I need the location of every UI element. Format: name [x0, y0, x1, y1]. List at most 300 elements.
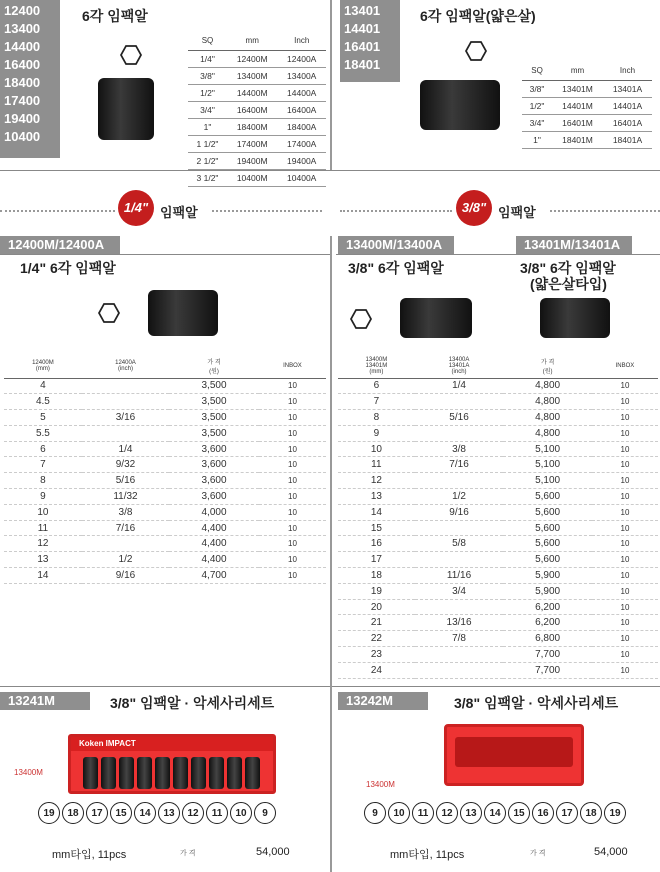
table-row: [188, 169, 326, 186]
top-right-title: 6각 임팩알(얇은살): [420, 8, 536, 24]
table-cell: 3/8": [522, 80, 552, 97]
table-row: [4, 441, 326, 457]
table-cell: 10: [592, 457, 658, 473]
table-cell: 10: [592, 568, 658, 584]
table-header: mm: [227, 32, 277, 50]
section-label-right: 임팩알: [498, 205, 536, 220]
socket-image: [83, 757, 98, 789]
table-cell: 11: [338, 457, 415, 473]
size-circle: 18: [62, 802, 84, 824]
table-cell: 5,600: [503, 552, 592, 568]
table-cell: 3,600: [169, 473, 259, 489]
table-row: [338, 662, 658, 678]
size-circle: 12: [436, 802, 458, 824]
table-cell: 14400A: [277, 84, 326, 101]
table-cell: 10: [592, 504, 658, 520]
table-row: [522, 114, 652, 131]
table-cell: 7/16: [82, 520, 169, 536]
table-cell: 6: [338, 378, 415, 394]
table-cell: 5,900: [503, 568, 592, 584]
set-right-case: [444, 724, 584, 786]
table-row: [188, 67, 326, 84]
table-cell: 5/16: [415, 410, 504, 426]
size-badge-quarter: 1/4": [118, 190, 154, 226]
table-cell: 14400M: [227, 84, 277, 101]
table-cell: 10: [259, 378, 326, 394]
table-cell: 13: [4, 552, 82, 568]
table-cell: 11/16: [415, 568, 504, 584]
product-code: 16401: [344, 39, 381, 54]
table-header: 12400M (mm): [4, 354, 82, 378]
size-circle: 13: [158, 802, 180, 824]
table-row: [338, 583, 658, 599]
table-cell: [415, 425, 504, 441]
table-cell: 5,600: [503, 489, 592, 505]
table-cell: 1": [188, 118, 227, 135]
set-right-code: 13242M: [338, 692, 428, 710]
table-cell: 6,200: [503, 615, 592, 631]
table-cell: 23: [338, 647, 415, 663]
table-row: [338, 615, 658, 631]
table-cell: 13401M: [552, 80, 603, 97]
product-code: 14400: [4, 39, 41, 54]
set-left-code: 13241M: [0, 692, 90, 710]
table-cell: 7/16: [415, 457, 504, 473]
table-cell: 3,600: [169, 457, 259, 473]
hexagon-icon: [465, 40, 487, 62]
table-row: [338, 410, 658, 426]
product-code: 17400: [4, 93, 41, 108]
set-left-title: 3/8" 임팩알 · 악세사리세트: [110, 695, 275, 711]
table-header: mm: [552, 62, 603, 80]
table-cell: 1/4": [188, 50, 227, 67]
product-code: 18400: [4, 75, 41, 90]
table-row: [522, 80, 652, 97]
table-cell: 12: [4, 536, 82, 552]
size-circle: 14: [484, 802, 506, 824]
table-cell: 1": [522, 131, 552, 148]
table-cell: 10: [592, 410, 658, 426]
table-row: [4, 425, 326, 441]
table-cell: 10: [592, 631, 658, 647]
table-cell: 18401A: [603, 131, 652, 148]
table-cell: 21: [338, 615, 415, 631]
table-row: [4, 489, 326, 505]
table-cell: 19400A: [277, 152, 326, 169]
socket-image: [420, 80, 500, 130]
table-cell: 1/4: [415, 378, 504, 394]
left-price-table: [4, 354, 326, 584]
table-cell: [415, 599, 504, 615]
table-cell: 4.5: [4, 394, 82, 410]
table-cell: 4: [4, 378, 82, 394]
table-cell: 9: [338, 425, 415, 441]
table-cell: 3,500: [169, 394, 259, 410]
socket-image: [245, 757, 260, 789]
table-header: INBOX: [592, 354, 658, 378]
table-cell: 4,800: [503, 394, 592, 410]
table-cell: 10: [338, 441, 415, 457]
table-row: [188, 50, 326, 67]
product-code: 16400: [4, 57, 41, 72]
table-cell: 11: [4, 520, 82, 536]
table-row: [4, 394, 326, 410]
table-cell: 6,800: [503, 631, 592, 647]
table-cell: 3/8": [188, 67, 227, 84]
size-circle: 13: [460, 802, 482, 824]
table-cell: [415, 394, 504, 410]
right-block-subtitle-2b: (얇은살타입): [530, 276, 607, 292]
table-row: [338, 599, 658, 615]
table-row: [338, 425, 658, 441]
size-circle: 19: [604, 802, 626, 824]
table-cell: [82, 536, 169, 552]
table-row: [188, 152, 326, 169]
table-row: [522, 131, 652, 148]
table-cell: 10: [592, 489, 658, 505]
table-cell: 10: [259, 536, 326, 552]
table-cell: 5/8: [415, 536, 504, 552]
table-cell: 14401A: [603, 97, 652, 114]
size-circle: 11: [412, 802, 434, 824]
table-cell: 10: [592, 552, 658, 568]
set-right-price-label: 가 격: [530, 850, 546, 857]
set-left-label: 13400M: [14, 768, 43, 777]
table-row: [188, 84, 326, 101]
socket-image: [101, 757, 116, 789]
table-cell: 3/4: [415, 583, 504, 599]
table-cell: 3/8: [415, 441, 504, 457]
set-right-type: mm타입, 11pcs: [390, 849, 465, 861]
table-cell: 4,800: [503, 378, 592, 394]
table-cell: 1/2: [415, 489, 504, 505]
table-cell: 7: [338, 394, 415, 410]
table-cell: 13400M: [227, 67, 277, 84]
table-cell: [415, 520, 504, 536]
table-cell: 10: [259, 552, 326, 568]
table-cell: 17: [338, 552, 415, 568]
socket-image: [148, 290, 218, 336]
table-row: [338, 536, 658, 552]
table-cell: 10: [259, 457, 326, 473]
table-cell: 17400A: [277, 135, 326, 152]
table-cell: 10: [592, 536, 658, 552]
right-block-bar-2: 13401M/13401A: [516, 236, 632, 254]
hexagon-icon: [350, 308, 372, 330]
table-cell: 24: [338, 662, 415, 678]
table-header: 13400A 13401A (inch): [415, 354, 504, 378]
table-row: [338, 473, 658, 489]
table-cell: [415, 473, 504, 489]
table-row: [4, 473, 326, 489]
set-left-price-label: 가 격: [180, 850, 196, 857]
table-cell: 5,600: [503, 536, 592, 552]
table-cell: 19: [338, 583, 415, 599]
table-cell: 7/8: [415, 631, 504, 647]
table-cell: 7,700: [503, 662, 592, 678]
table-cell: 10: [259, 394, 326, 410]
table-cell: [415, 662, 504, 678]
table-cell: 10: [592, 520, 658, 536]
table-header: Inch: [603, 62, 652, 80]
table-cell: 12: [338, 473, 415, 489]
socket-image: [119, 757, 134, 789]
table-cell: 10: [592, 473, 658, 489]
product-code: 12400: [4, 3, 41, 18]
product-code: 14401: [344, 21, 381, 36]
table-cell: 10: [259, 504, 326, 520]
size-circle: 14: [134, 802, 156, 824]
table-cell: 5,100: [503, 457, 592, 473]
table-header: 가 격 (원): [503, 354, 592, 378]
size-circle: 17: [86, 802, 108, 824]
table-cell: 10: [259, 425, 326, 441]
table-cell: 13400A: [277, 67, 326, 84]
set-right-size-row: [364, 802, 626, 824]
table-cell: 4,700: [169, 568, 259, 584]
table-cell: 5,600: [503, 520, 592, 536]
top-left-title: 6각 임팩알: [82, 8, 148, 24]
table-row: [338, 378, 658, 394]
table-cell: 10: [259, 568, 326, 584]
table-cell: 9/16: [82, 568, 169, 584]
table-header: INBOX: [259, 354, 326, 378]
size-circle: 18: [580, 802, 602, 824]
table-row: [338, 568, 658, 584]
top-left-spec-table: [188, 32, 326, 187]
table-cell: 10400A: [277, 169, 326, 186]
table-cell: [415, 552, 504, 568]
top-left-codes: [0, 0, 60, 158]
table-cell: 5: [4, 410, 82, 426]
table-row: [338, 489, 658, 505]
top-right-spec-table: [522, 62, 652, 149]
table-cell: 16401A: [603, 114, 652, 131]
socket-image: [400, 298, 472, 338]
size-circle: 12: [182, 802, 204, 824]
table-cell: 16400A: [277, 101, 326, 118]
table-cell: 3/16: [82, 410, 169, 426]
table-header: SQ: [188, 32, 227, 50]
table-cell: 1/2": [188, 84, 227, 101]
table-cell: 9: [4, 489, 82, 505]
size-circle: 16: [532, 802, 554, 824]
socket-image: [155, 757, 170, 789]
table-cell: 16401M: [552, 114, 603, 131]
left-block-bar: 12400M/12400A: [0, 236, 120, 254]
product-code: 13400: [4, 21, 41, 36]
table-cell: 1/2": [522, 97, 552, 114]
table-cell: 18400A: [277, 118, 326, 135]
product-code: 19400: [4, 111, 41, 126]
table-cell: 18: [338, 568, 415, 584]
set-right-label: 13400M: [366, 780, 395, 789]
table-cell: 14: [4, 568, 82, 584]
table-cell: 4,400: [169, 520, 259, 536]
socket-image: [98, 78, 154, 140]
table-cell: 3,500: [169, 425, 259, 441]
table-row: [4, 552, 326, 568]
table-cell: 5,600: [503, 504, 592, 520]
table-cell: 16: [338, 536, 415, 552]
table-cell: 5,100: [503, 441, 592, 457]
size-circle: 10: [388, 802, 410, 824]
table-cell: 10: [259, 410, 326, 426]
table-cell: 10: [592, 425, 658, 441]
table-cell: 4,800: [503, 410, 592, 426]
set-left-size-row: [38, 802, 276, 824]
table-cell: [82, 378, 169, 394]
table-cell: 5,900: [503, 583, 592, 599]
set-left-case: [68, 734, 276, 794]
table-cell: 18400M: [227, 118, 277, 135]
table-row: [4, 410, 326, 426]
left-block-subtitle: 1/4" 6각 임팩알: [20, 260, 116, 276]
table-cell: 5,100: [503, 473, 592, 489]
table-row: [188, 135, 326, 152]
table-row: [338, 394, 658, 410]
table-cell: 15: [338, 520, 415, 536]
table-cell: 10: [4, 504, 82, 520]
table-cell: 5/16: [82, 473, 169, 489]
table-cell: 3,600: [169, 489, 259, 505]
table-cell: 10: [259, 520, 326, 536]
socket-image: [137, 757, 152, 789]
table-cell: 10: [592, 599, 658, 615]
socket-image: [209, 757, 224, 789]
table-cell: 3/4": [522, 114, 552, 131]
set-right-price: 54,000: [594, 846, 628, 858]
table-row: [338, 441, 658, 457]
table-cell: 8: [338, 410, 415, 426]
table-row: [188, 118, 326, 135]
table-cell: 14: [338, 504, 415, 520]
table-row: [188, 101, 326, 118]
size-circle: 10: [230, 802, 252, 824]
table-cell: 10: [259, 489, 326, 505]
table-row: [338, 520, 658, 536]
table-cell: 6: [4, 441, 82, 457]
socket-image-thin: [540, 298, 610, 338]
table-cell: 1/4: [82, 441, 169, 457]
table-cell: 10: [592, 662, 658, 678]
table-cell: 22: [338, 631, 415, 647]
size-circle: 11: [206, 802, 228, 824]
table-header: 13400M 13401M (mm): [338, 354, 415, 378]
product-code: 10400: [4, 129, 41, 144]
socket-image: [191, 757, 206, 789]
size-circle: 9: [254, 802, 276, 824]
table-row: [338, 631, 658, 647]
table-cell: 13/16: [415, 615, 504, 631]
table-cell: 4,000: [169, 504, 259, 520]
table-cell: 17400M: [227, 135, 277, 152]
table-cell: 10400M: [227, 169, 277, 186]
table-cell: 1/2: [82, 552, 169, 568]
size-circle: 19: [38, 802, 60, 824]
table-row: [4, 457, 326, 473]
table-cell: 1 1/2": [188, 135, 227, 152]
table-cell: 3,500: [169, 378, 259, 394]
table-header: SQ: [522, 62, 552, 80]
table-cell: 14401M: [552, 97, 603, 114]
table-cell: 9/32: [82, 457, 169, 473]
set-right-title: 3/8" 임팩알 · 악세사리세트: [454, 695, 619, 711]
table-cell: 4,400: [169, 536, 259, 552]
table-cell: 4,400: [169, 552, 259, 568]
table-row: [338, 457, 658, 473]
hexagon-icon: [120, 44, 142, 66]
table-cell: 10: [592, 647, 658, 663]
size-badge-three-eighths: 3/8": [456, 190, 492, 226]
top-right-codes: [340, 0, 400, 82]
table-header: 12400A (inch): [82, 354, 169, 378]
table-row: [4, 568, 326, 584]
table-row: [4, 536, 326, 552]
table-cell: 6,200: [503, 599, 592, 615]
table-cell: 10: [592, 615, 658, 631]
table-row: [338, 504, 658, 520]
table-row: [338, 647, 658, 663]
table-cell: 19400M: [227, 152, 277, 169]
product-code: 18401: [344, 57, 381, 72]
table-cell: 11/32: [82, 489, 169, 505]
right-price-table: [338, 354, 658, 679]
table-cell: 10: [592, 394, 658, 410]
table-cell: 12400M: [227, 50, 277, 67]
table-cell: 3/4": [188, 101, 227, 118]
table-cell: 20: [338, 599, 415, 615]
table-cell: 3,600: [169, 441, 259, 457]
table-row: [4, 520, 326, 536]
size-circle: 15: [508, 802, 530, 824]
table-cell: 5.5: [4, 425, 82, 441]
table-cell: 10: [259, 441, 326, 457]
right-block-subtitle: 3/8" 6각 임팩알: [348, 260, 444, 276]
table-cell: [415, 647, 504, 663]
table-cell: [82, 425, 169, 441]
table-row: [4, 378, 326, 394]
table-cell: 10: [259, 473, 326, 489]
table-cell: 13: [338, 489, 415, 505]
set-left-type: mm타입, 11pcs: [52, 849, 127, 861]
table-cell: [82, 394, 169, 410]
table-cell: 13401A: [603, 80, 652, 97]
table-header: Inch: [277, 32, 326, 50]
product-code: 13401: [344, 3, 381, 18]
case-brand: Koken IMPACT: [71, 737, 273, 751]
table-cell: 7,700: [503, 647, 592, 663]
table-cell: 3/8: [82, 504, 169, 520]
size-circle: 15: [110, 802, 132, 824]
table-cell: 8: [4, 473, 82, 489]
table-cell: 3,500: [169, 410, 259, 426]
size-circle: 17: [556, 802, 578, 824]
set-left-price: 54,000: [256, 846, 290, 858]
table-cell: 7: [4, 457, 82, 473]
table-cell: 16400M: [227, 101, 277, 118]
table-row: [4, 504, 326, 520]
socket-image: [227, 757, 242, 789]
size-circle: 9: [364, 802, 386, 824]
table-cell: 10: [592, 378, 658, 394]
table-cell: 2 1/2": [188, 152, 227, 169]
table-cell: 4,800: [503, 425, 592, 441]
hexagon-icon: [98, 302, 120, 324]
table-cell: 18401M: [552, 131, 603, 148]
socket-image: [173, 757, 188, 789]
table-header: 가 격 (원): [169, 354, 259, 378]
